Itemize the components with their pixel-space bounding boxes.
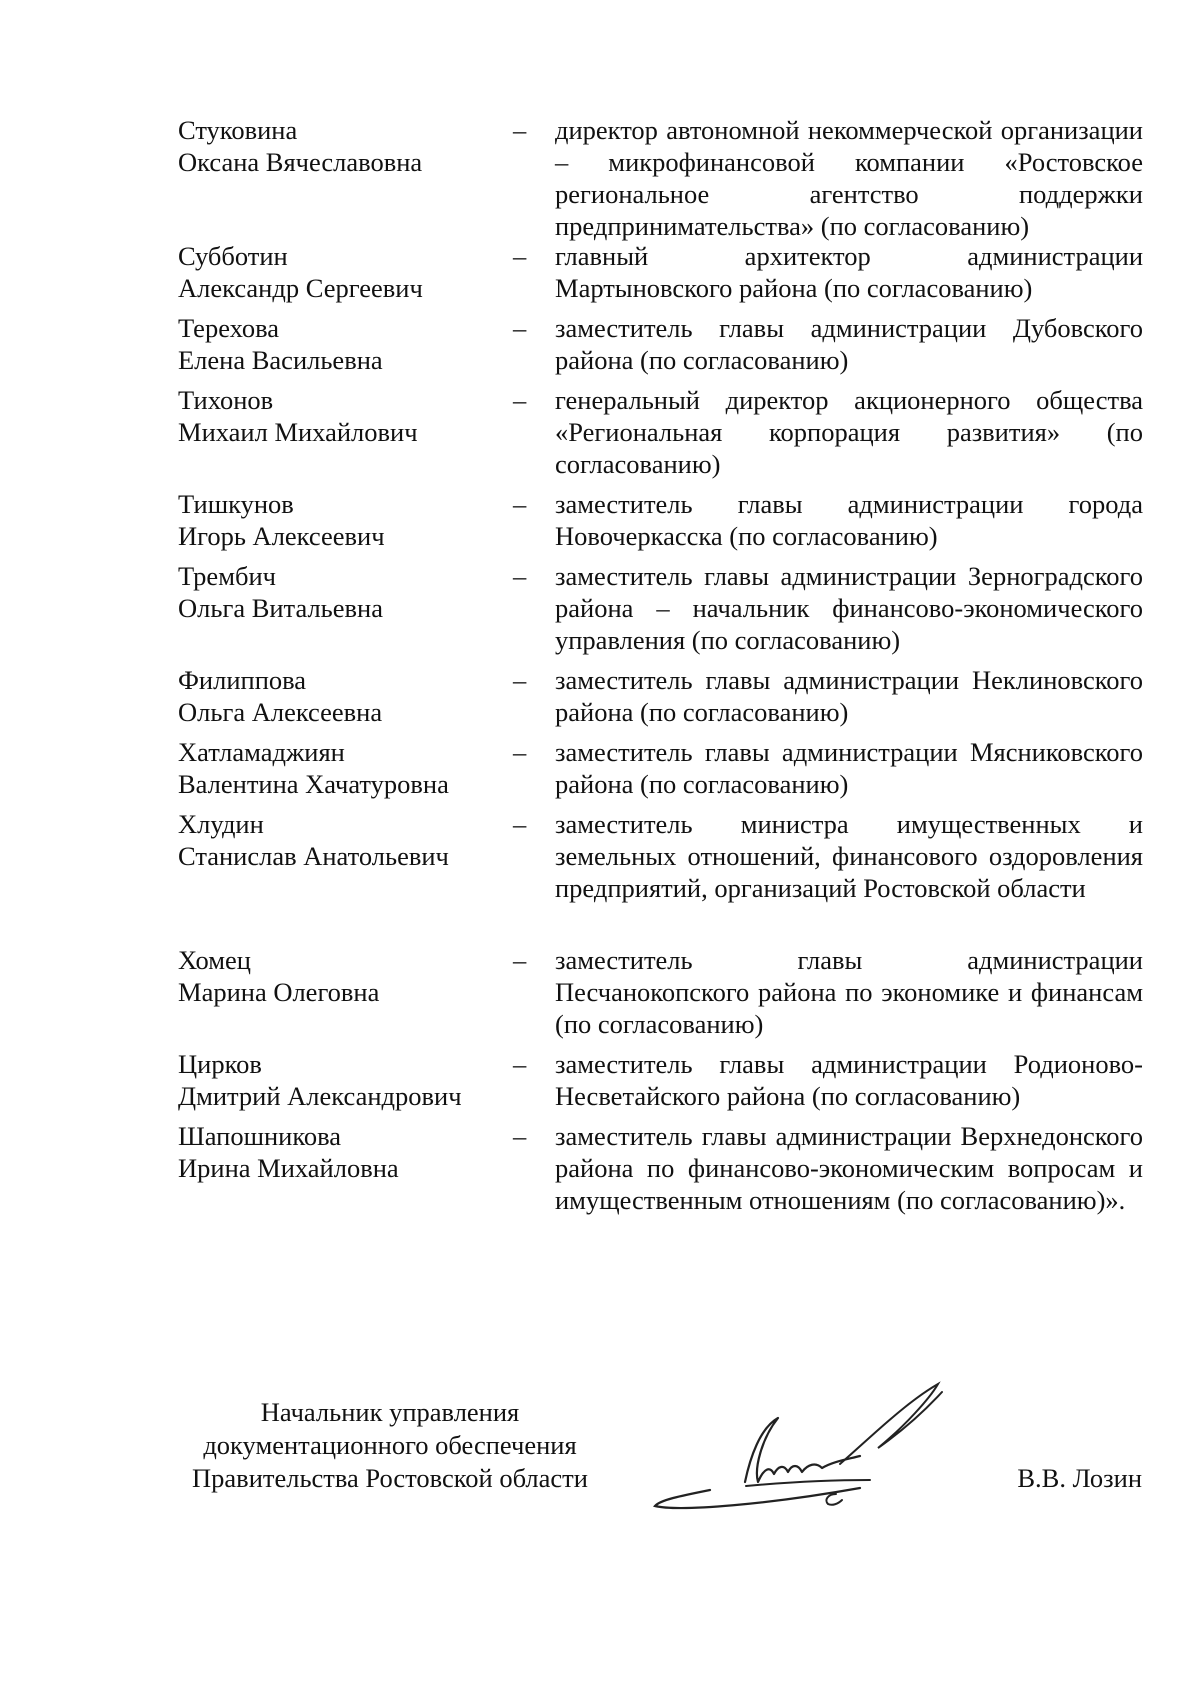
- entry-dash: –: [513, 737, 527, 767]
- entry-dash: –: [513, 241, 527, 271]
- signatory-title: [160, 1396, 620, 1495]
- signatory-title-line: документационного обеспечения: [203, 1430, 577, 1460]
- member-surname: Тихонов: [178, 385, 274, 415]
- signatory-title-line: Правительства Ростовской области: [192, 1463, 588, 1493]
- member-name: [178, 560, 513, 624]
- member-surname: Терехова: [178, 313, 280, 343]
- member-name: [178, 736, 513, 800]
- member-surname: Цирков: [178, 1049, 262, 1079]
- member-surname: Стуковина: [178, 115, 298, 145]
- member-name: [178, 240, 513, 304]
- member-entry: [178, 736, 1143, 808]
- member-entry: [178, 1120, 1143, 1250]
- member-position: заместитель главы администрации Песчанокопского района по экономике и финансам (по согласованию): [555, 945, 1143, 1039]
- member-position: директор автономной некоммерческой организации – микрофинансовой компании «Ростовское региональное агентство поддержки предпринимательства» (по согласованию): [555, 115, 1143, 241]
- member-name: [178, 1120, 513, 1184]
- member-entry: [178, 808, 1143, 944]
- member-given-names: Станислав Анатольевич: [178, 841, 449, 871]
- member-list: [178, 114, 1143, 1250]
- member-name: [178, 488, 513, 552]
- member-name: [178, 312, 513, 376]
- member-name: [178, 808, 513, 872]
- handwritten-signature: [650, 1378, 980, 1518]
- member-given-names: Ольга Алексеевна: [178, 697, 383, 727]
- member-entry: [178, 1048, 1143, 1120]
- member-given-names: Марина Олеговна: [178, 977, 380, 1007]
- member-entry: [178, 488, 1143, 560]
- entry-dash: –: [513, 1121, 527, 1151]
- signatory-title-line: Начальник управления: [260, 1397, 520, 1427]
- entry-dash: –: [513, 489, 527, 519]
- member-position: генеральный директор акционерного общества «Региональная корпорация развития» (по согласованию): [555, 385, 1143, 479]
- entry-dash: –: [513, 809, 527, 839]
- member-surname: Хатламаджиян: [178, 737, 345, 767]
- entry-dash: –: [513, 1049, 527, 1079]
- member-surname: Хлудин: [178, 809, 264, 839]
- member-given-names: Елена Васильевна: [178, 345, 383, 375]
- member-name: [178, 664, 513, 728]
- entry-dash: –: [513, 665, 527, 695]
- member-entry: [178, 944, 1143, 1048]
- member-surname: Шапошникова: [178, 1121, 342, 1151]
- member-position: заместитель главы администрации Зерноградского района – начальник финансово-экономического управления (по согласованию): [555, 561, 1143, 655]
- member-position: заместитель главы администрации Мясниковского района (по согласованию): [555, 737, 1143, 799]
- member-given-names: Дмитрий Александрович: [178, 1081, 462, 1111]
- member-name: [178, 114, 513, 178]
- member-given-names: Ольга Витальевна: [178, 593, 383, 623]
- entry-dash: –: [513, 385, 527, 415]
- member-surname: Тишкунов: [178, 489, 294, 519]
- member-position: заместитель главы администрации Неклиновского района (по согласованию): [555, 665, 1143, 727]
- entry-dash: –: [513, 115, 527, 145]
- member-position: заместитель главы администрации Родионово-Несветайского района (по согласованию): [555, 1049, 1143, 1111]
- member-entry: [178, 664, 1143, 736]
- member-name: [178, 944, 513, 1008]
- member-given-names: Валентина Хачатуровна: [178, 769, 449, 799]
- member-position: заместитель главы администрации Дубовского района (по согласованию): [555, 313, 1143, 375]
- member-position: заместитель главы администрации города Новочеркасска (по согласованию): [555, 489, 1143, 551]
- member-surname: Субботин: [178, 241, 288, 271]
- member-given-names: Оксана Вячеславовна: [178, 147, 423, 177]
- member-given-names: Игорь Алексеевич: [178, 521, 385, 551]
- member-entry: [178, 114, 1143, 240]
- member-entry: [178, 312, 1143, 384]
- signer-name: В.В. Лозин: [1017, 1463, 1142, 1493]
- entry-dash: –: [513, 561, 527, 591]
- entry-dash: –: [513, 945, 527, 975]
- member-given-names: Александр Сергеевич: [178, 273, 423, 303]
- member-given-names: Ирина Михайловна: [178, 1153, 399, 1183]
- member-surname: Хомец: [178, 945, 251, 975]
- member-position: заместитель главы администрации Верхнедонского района по финансово-экономическим вопросам и имущественным отношениям (по согласованию)».: [555, 1121, 1143, 1215]
- member-position: главный архитектор администрации Мартыновского района (по согласованию): [555, 241, 1143, 303]
- member-surname: Трембич: [178, 561, 276, 591]
- member-name: [178, 1048, 513, 1112]
- member-position: заместитель министра имущественных и земельных отношений, финансового оздоровления предприятий, организаций Ростовской области: [555, 809, 1143, 903]
- member-entry: [178, 240, 1143, 312]
- member-name: [178, 384, 513, 448]
- member-given-names: Михаил Михайлович: [178, 417, 418, 447]
- member-entry: [178, 560, 1143, 664]
- member-entry: [178, 384, 1143, 488]
- member-surname: Филиппова: [178, 665, 307, 695]
- entry-dash: –: [513, 313, 527, 343]
